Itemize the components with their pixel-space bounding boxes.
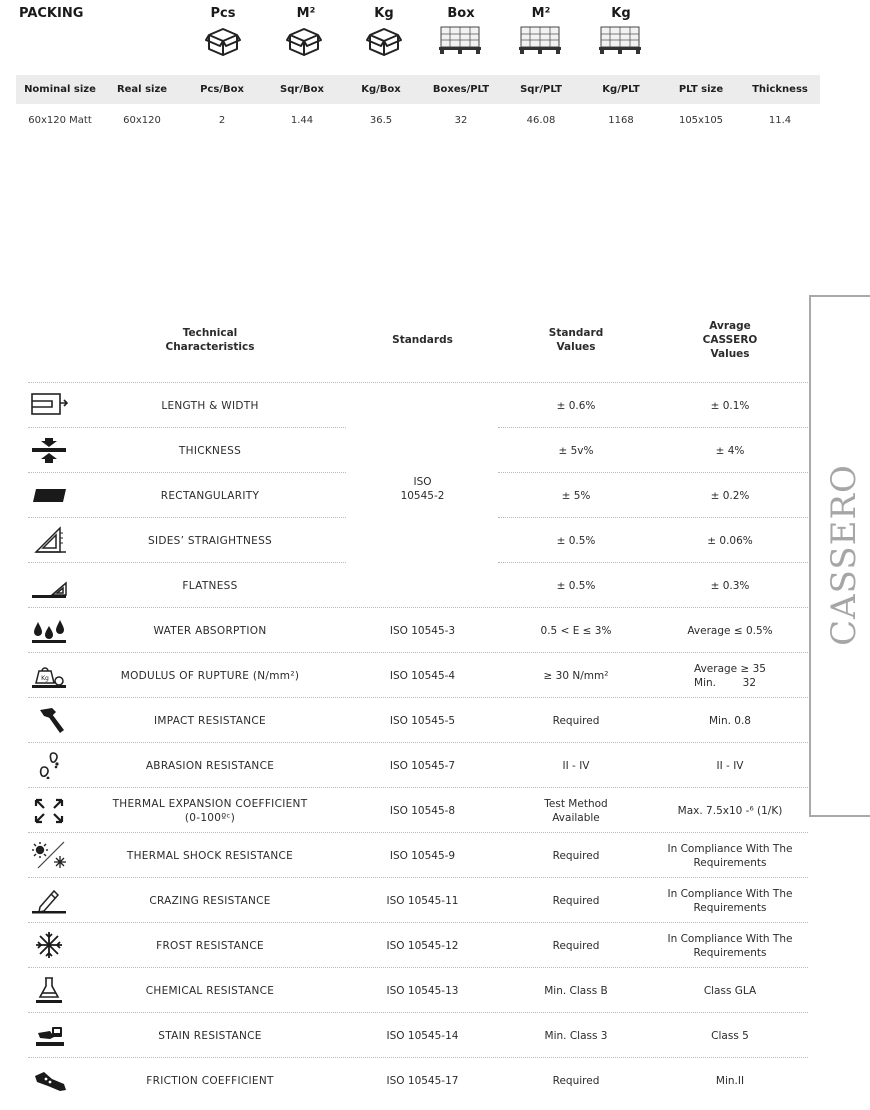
- column-header: Sqr/PLT: [520, 84, 562, 95]
- cassero-value: In Compliance With The Requirements: [667, 842, 793, 869]
- standard-code: ISO 10545-11: [386, 894, 459, 907]
- standard-code: ISO 10545-17: [386, 1074, 459, 1087]
- standard-value: ± 5%: [561, 489, 591, 502]
- hammer-icon: [30, 706, 68, 734]
- standard-value: Min. Class B: [544, 984, 608, 997]
- tech-row-length-width: [0, 383, 870, 428]
- icon-header-m2-plt: M²: [531, 6, 551, 21]
- tech-row-rectangularity: [0, 473, 870, 518]
- table-cell: 105x105: [678, 115, 724, 126]
- packing-title: PACKING: [19, 6, 84, 21]
- column-header: Nominal size: [24, 84, 96, 95]
- characteristic-name: THERMAL SHOCK RESISTANCE: [126, 849, 294, 862]
- cassero-value: In Compliance With The Requirements: [667, 932, 793, 959]
- table-cell: 46.08: [526, 115, 556, 126]
- sun-snow-icon: [30, 841, 68, 869]
- shared-standard-iso-10545-2: ISO 10545-2: [400, 476, 445, 502]
- characteristic-name: CHEMICAL RESISTANCE: [145, 984, 275, 997]
- standard-value: ± 5v%: [558, 444, 594, 457]
- shoe-icon: [30, 1066, 68, 1094]
- standard-code: ISO 10545-5: [389, 714, 456, 727]
- cassero-value: II - IV: [716, 759, 744, 772]
- tech-row-stain: [0, 1013, 870, 1058]
- standard-code: ISO 10545-4: [389, 669, 456, 682]
- header-technical-characteristics: Technical Characteristics: [165, 327, 255, 353]
- standard-code: ISO 10545-8: [389, 804, 456, 817]
- tech-row-flatness: [0, 563, 870, 608]
- characteristic-name: THERMAL EXPANSION COEFFICIENT (0-100ºᶜ): [112, 797, 308, 824]
- packing-table: [16, 75, 820, 138]
- cassero-value: Average ≤ 0.5%: [687, 624, 773, 637]
- tech-row-chemical: [0, 968, 870, 1013]
- box-icon: [286, 26, 322, 58]
- table-cell: 2: [218, 115, 226, 126]
- characteristic-name: FLATNESS: [182, 579, 238, 592]
- column-header: PLT size: [678, 84, 724, 95]
- cassero-value: Max. 7.5x10 -⁶ (1/K): [677, 804, 783, 817]
- standard-code: ISO 10545-7: [389, 759, 456, 772]
- header-avg-cassero-values: Avrage CASSERO Values: [702, 320, 758, 360]
- standard-code: ISO 10545-14: [386, 1029, 459, 1042]
- characteristic-name: WATER ABSORPTION: [153, 624, 267, 637]
- table-row: [16, 104, 820, 138]
- table-cell: 60x120 Matt: [28, 115, 92, 126]
- table-cell: 1.44: [290, 115, 314, 126]
- characteristic-name: CRAZING RESISTANCE: [149, 894, 271, 907]
- icon-header-box-plt: Box: [447, 6, 475, 21]
- standard-value: Required: [552, 1074, 600, 1087]
- box-icon: [366, 26, 402, 58]
- characteristic-name: LENGTH & WIDTH: [161, 399, 259, 412]
- icon-header-m2-box: M²: [296, 6, 316, 21]
- water-drops-icon: [30, 616, 68, 644]
- standard-code: ISO 10545-3: [389, 624, 456, 637]
- column-header: Kg/PLT: [602, 84, 640, 95]
- tech-row-modulus-of-rupture: [0, 653, 870, 698]
- tech-row-thickness: [0, 428, 870, 473]
- tech-row-thermal-shock: [0, 833, 870, 878]
- packing-header-row: [16, 75, 820, 104]
- cassero-value: Min.II: [715, 1074, 745, 1087]
- icon-header-kg-plt: Kg: [611, 6, 631, 21]
- icon-header-pcs: Pcs: [210, 6, 236, 21]
- characteristic-name: MODULUS OF RUPTURE (N/mm²): [120, 669, 300, 682]
- standard-value: ≥ 30 N/mm²: [543, 669, 609, 682]
- characteristic-name: FRICTION COEFFICIENT: [146, 1074, 274, 1087]
- stain-icon: [30, 1021, 68, 1049]
- footprints-icon: [30, 751, 68, 779]
- length-width-icon: [30, 391, 68, 419]
- standard-value: 0.5 < E ≤ 3%: [540, 624, 612, 637]
- standard-value: Required: [552, 714, 600, 727]
- header-standard-values: Standard Values: [548, 327, 604, 353]
- header-standards: Standards: [392, 334, 453, 346]
- standard-value: ± 0.5%: [556, 579, 596, 592]
- cassero-value: Class GLA: [703, 984, 757, 997]
- tech-row-thermal-expansion: [0, 788, 870, 833]
- characteristic-name: THICKNESS: [178, 444, 242, 457]
- tech-row-friction: [0, 1058, 870, 1103]
- table-cell: 1168: [608, 115, 634, 126]
- standard-value: Min. Class 3: [544, 1029, 608, 1042]
- pallet-icon: [598, 26, 642, 56]
- cassero-value: Min. 0.8: [708, 714, 751, 727]
- table-cell: 36.5: [369, 115, 393, 126]
- cassero-value: Average ≥ 35 Min. 32: [694, 662, 766, 689]
- icon-header-kg-box: Kg: [374, 6, 394, 21]
- table-cell: 32: [454, 115, 468, 126]
- characteristic-name: IMPACT RESISTANCE: [154, 714, 266, 727]
- column-header: Pcs/Box: [200, 84, 244, 95]
- standard-value: Test Method Available: [544, 797, 608, 824]
- cassero-value: ± 0.06%: [707, 534, 753, 547]
- standard-code: ISO 10545-13: [386, 984, 459, 997]
- expand-arrows-icon: [30, 796, 68, 824]
- standard-code: ISO 10545-9: [389, 849, 456, 862]
- column-header: Boxes/PLT: [432, 84, 490, 95]
- cassero-value: ± 4%: [715, 444, 745, 457]
- standard-value: ± 0.6%: [556, 399, 596, 412]
- table-cell: 11.4: [768, 115, 792, 126]
- column-header: Real size: [116, 84, 168, 95]
- standard-value: Required: [552, 939, 600, 952]
- snowflake-icon: [30, 931, 68, 959]
- standard-value: Required: [552, 849, 600, 862]
- box-icon: [205, 26, 241, 58]
- flask-icon: [30, 976, 68, 1004]
- characteristic-name: STAIN RESISTANCE: [158, 1029, 262, 1042]
- tech-row-sides-straightness: [0, 518, 870, 563]
- pallet-icon: [438, 26, 482, 56]
- tech-row-abrasion-resistance: [0, 743, 870, 788]
- brand-name: CASSERO: [824, 464, 864, 646]
- tech-row-frost: [0, 923, 870, 968]
- characteristic-name: ABRASION RESISTANCE: [145, 759, 275, 772]
- flatness-icon: [30, 571, 68, 599]
- tech-row-water-absorption: [0, 608, 870, 653]
- cassero-value: ± 0.2%: [710, 489, 750, 502]
- pencil-icon: [30, 886, 68, 914]
- cassero-value: ± 0.3%: [710, 579, 750, 592]
- cassero-value: In Compliance With The Requirements: [667, 887, 793, 914]
- rupture-weight-icon: [30, 661, 68, 689]
- standard-value: ± 0.5%: [556, 534, 596, 547]
- cassero-value: Class 5: [711, 1029, 749, 1042]
- column-header: Thickness: [752, 84, 808, 95]
- characteristic-name: RECTANGULARITY: [160, 489, 260, 502]
- tech-row-impact-resistance: [0, 698, 870, 743]
- column-header: Sqr/Box: [280, 84, 324, 95]
- standard-code: ISO 10545-12: [386, 939, 459, 952]
- standard-value: II - IV: [562, 759, 590, 772]
- standard-value: Required: [552, 894, 600, 907]
- column-header: Kg/Box: [361, 84, 401, 95]
- cassero-value: ± 0.1%: [710, 399, 750, 412]
- tech-row-crazing: [0, 878, 870, 923]
- characteristic-name: SIDES’ STRAIGHTNESS: [147, 534, 272, 547]
- table-cell: 60x120: [123, 115, 161, 126]
- rectangularity-icon: [30, 481, 68, 509]
- thickness-icon: [30, 436, 68, 464]
- pallet-icon: [518, 26, 562, 56]
- svg-text:Kg: Kg: [41, 675, 49, 682]
- straightness-icon: [30, 526, 68, 554]
- characteristic-name: FROST RESISTANCE: [156, 939, 264, 952]
